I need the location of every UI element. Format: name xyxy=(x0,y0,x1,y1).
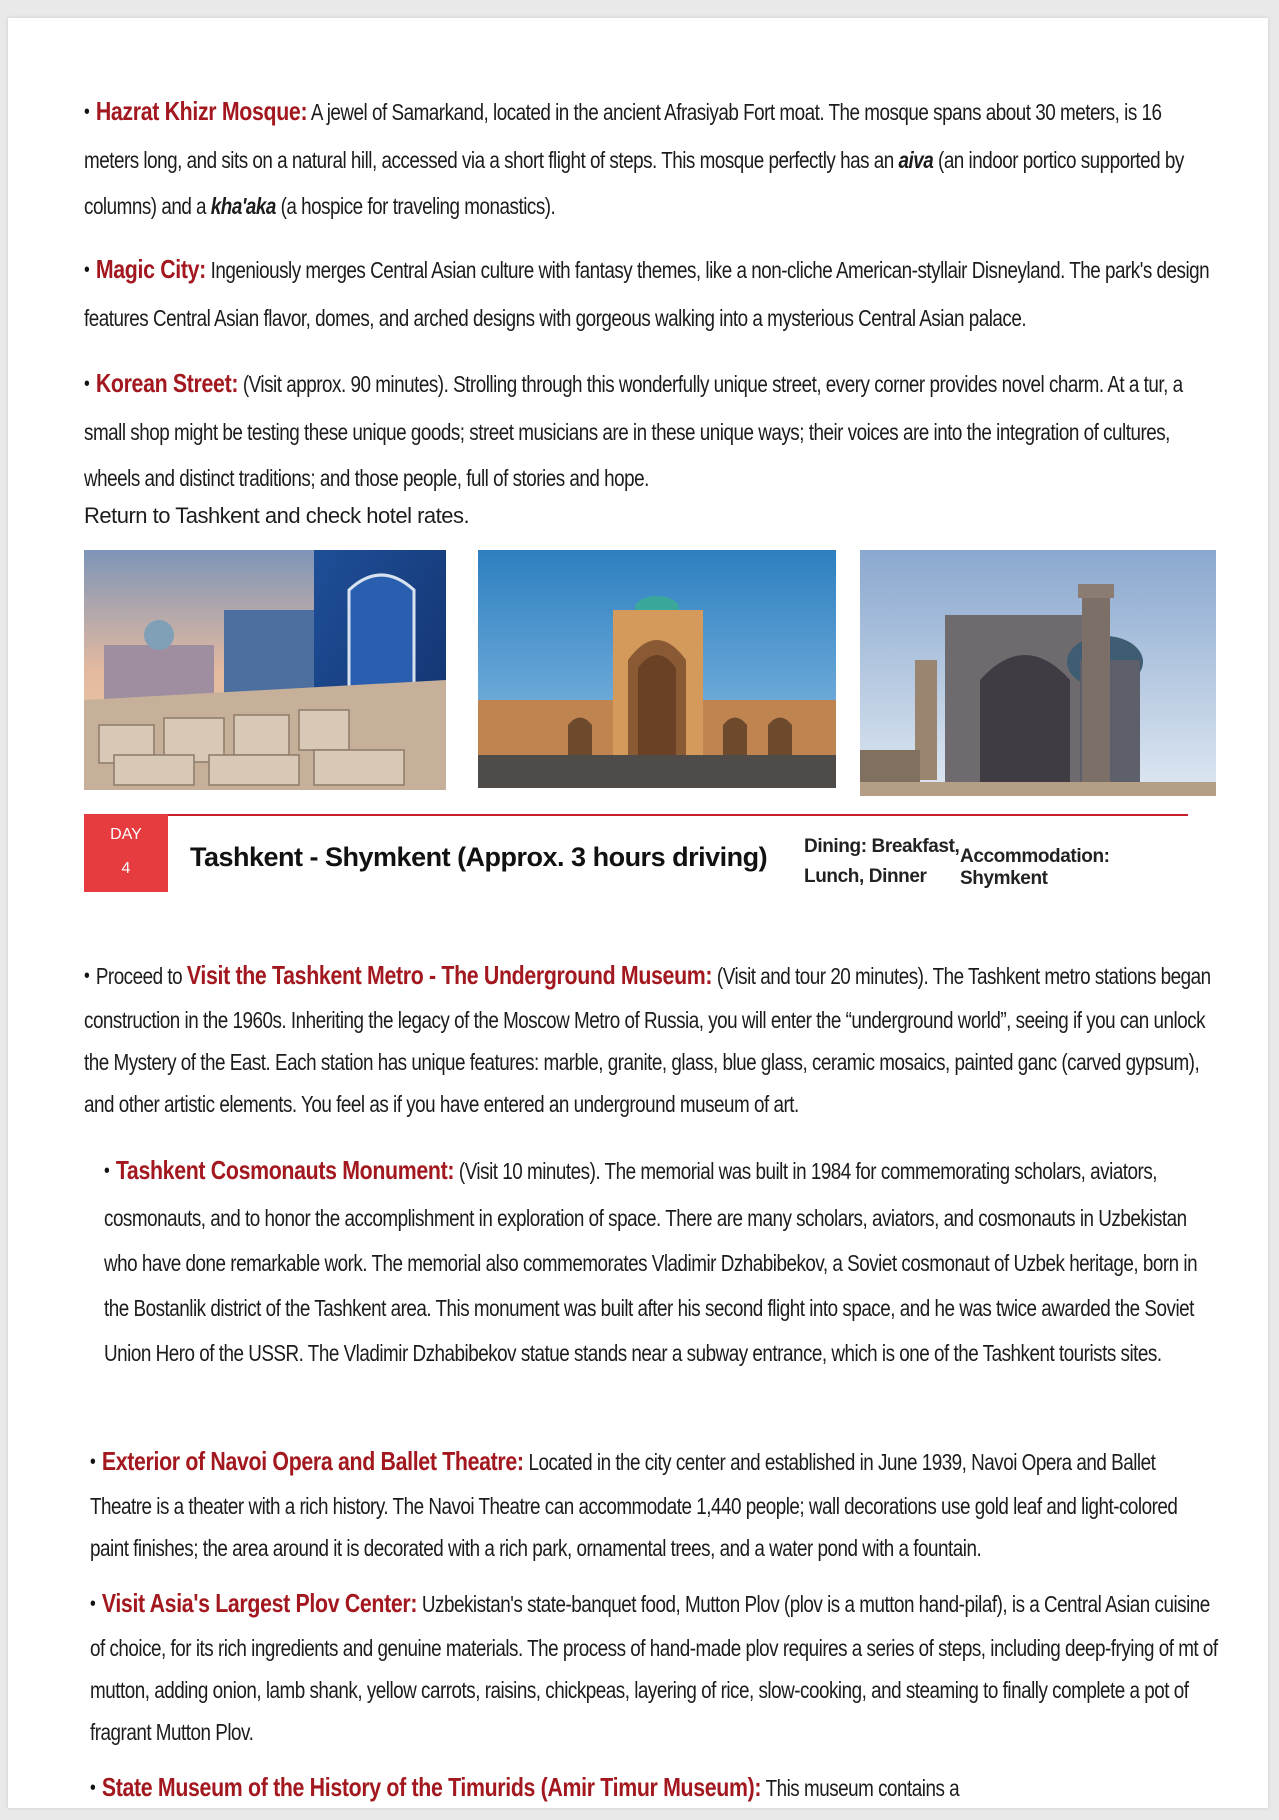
item-timurids-museum xyxy=(90,1766,1225,1808)
header-rule xyxy=(84,814,1188,816)
item-heading: Korean Street: xyxy=(95,368,239,398)
item-heading: Hazrat Khizr Mosque: xyxy=(95,96,308,126)
bullet: • xyxy=(90,1593,96,1615)
day-number: 4 xyxy=(121,860,131,877)
item-korean-street xyxy=(84,360,1214,501)
item-magic-city xyxy=(84,246,1214,341)
bullet: • xyxy=(90,1451,96,1473)
dining-info xyxy=(804,832,959,892)
item-heading: Tashkent Cosmonauts Monument: xyxy=(115,1155,455,1185)
item-body: Located in the city center and established in June 1939, Navoi Opera and Ballet Theatre is a theater with a rich history. The Navoi Theatre can accommodate 1,440 people; wall decorations use gold leaf and light-colored paint finishes; the area around it is decorated with a rich park, ornamental trees, and a water pond with a fountain. xyxy=(90,1449,1178,1561)
item-navoi-theatre xyxy=(90,1440,1220,1569)
item-body: (Visit and tour 20 minutes). The Tashkent metro stations began construction in the 1960s. Inheriting the legacy of the Moscow Metro of Russia, you will enter the “underground world”, seeing if you can unlock the Mystery of the East. Each station has unique features: marble, granite, glass, blue glass, ceramic mosaics, painted ganc (carved gypsum), and other artistic elements. You feel as if you have entered an underground museum of art. xyxy=(84,963,1211,1117)
document-page xyxy=(8,18,1268,1808)
item-heading: Exterior of Navoi Opera and Ballet Theatre: xyxy=(101,1446,524,1476)
day-badge xyxy=(84,814,168,892)
day-label: DAY xyxy=(110,826,142,843)
item-heading: Visit the Tashkent Metro - The Underground Museum: xyxy=(186,960,713,990)
photo-necropolis xyxy=(84,550,446,790)
photo-registan xyxy=(860,550,1216,796)
day-header xyxy=(84,814,1188,896)
item-heading: Magic City: xyxy=(95,254,206,284)
bullet: • xyxy=(84,101,90,123)
item-body: Ingeniously merges Central Asian culture with fantasy themes, like a non-cliche American-styllair Disneyland. The park's design features Central Asian flavor, domes, and arched designs with gorgeous walking into a mysterious Central Asian palace. xyxy=(84,257,1210,331)
bullet: • xyxy=(104,1160,110,1182)
item-heading: Visit Asia's Largest Plov Center: xyxy=(101,1588,418,1618)
item-body: This museum contains a xyxy=(761,1775,960,1801)
item-body: A jewel of Samarkand, located in the ancient Afrasiyab Fort moat. The mosque spans about 30 meters, is 16 meters long, and sits on a natural hill, accessed via a short flight of steps. This mosque perfectly has an aiva (an indoor portico supported by columns) and a kha'aka (a hospice for traveling monastics). xyxy=(84,99,1184,219)
bullet: • xyxy=(84,373,90,395)
bullet: • xyxy=(84,259,90,281)
day-title: Tashkent - Shymkent (Approx. 3 hours driving) xyxy=(190,842,768,872)
accommodation-info: Accommodation: Shymkent xyxy=(960,846,1110,889)
item-hazrat-khizr xyxy=(84,88,1214,229)
item-body: (Visit approx. 90 minutes). Strolling through this wonderfully unique street, every corner provides novel charm. At a tur, a small shop might be testing these unique goods; street musicians are in these unique ways; their voices are into the integration of cultures, wheels and distinct traditions; and those people, full of stories and hope. xyxy=(84,371,1183,491)
item-cosmonauts-monument xyxy=(104,1148,1204,1376)
item-tashkent-metro xyxy=(84,954,1224,1125)
bullet: • xyxy=(90,1777,96,1799)
item-heading: State Museum of the History of the Timurids (Amir Timur Museum): xyxy=(101,1772,762,1802)
photo-mosque-arch xyxy=(478,550,836,788)
item-body: Uzbekistan's state-banquet food, Mutton Plov (plov is a mutton hand-pilaf), is a Central Asian cuisine of choice, for its rich ingredients and genuine materials. The process of hand-made plov requires a series of steps, including deep-frying of mt of mutton, adding onion, lamb shank, yellow carrots, raisins, chickpeas, layering of rice, slow-cooking, and steaming to finally complete a pot of fragrant Mutton Plov. xyxy=(90,1591,1218,1745)
item-plov-center xyxy=(90,1582,1225,1753)
return-note: Return to Tashkent and check hotel rates. xyxy=(84,503,470,528)
bullet: • xyxy=(84,965,90,987)
dining-line-2: Lunch, Dinner xyxy=(804,866,927,887)
item-prefix: Proceed to xyxy=(95,963,187,989)
dining-line-1: Dining: Breakfast, xyxy=(804,836,960,857)
item-body: (Visit 10 minutes). The memorial was built in 1984 for commemorating scholars, aviators, cosmonauts, and to honor the accomplishment in exploration of space. There are many scholars, aviators, and cosmonauts in Uzbekistan who have done remarkable work. The memorial also commemorates Vladimir Dzhabibekov, a Soviet cosmonaut of Uzbek heritage, born in the Bostanlik district of the Tashkent area. This monument was built after his second flight into space, and he was twice awarded the Soviet Union Hero of the USSR. The Vladimir Dzhabibekov statue stands near a subway entrance, which is one of the Tashkent tourists sites. xyxy=(104,1158,1198,1366)
